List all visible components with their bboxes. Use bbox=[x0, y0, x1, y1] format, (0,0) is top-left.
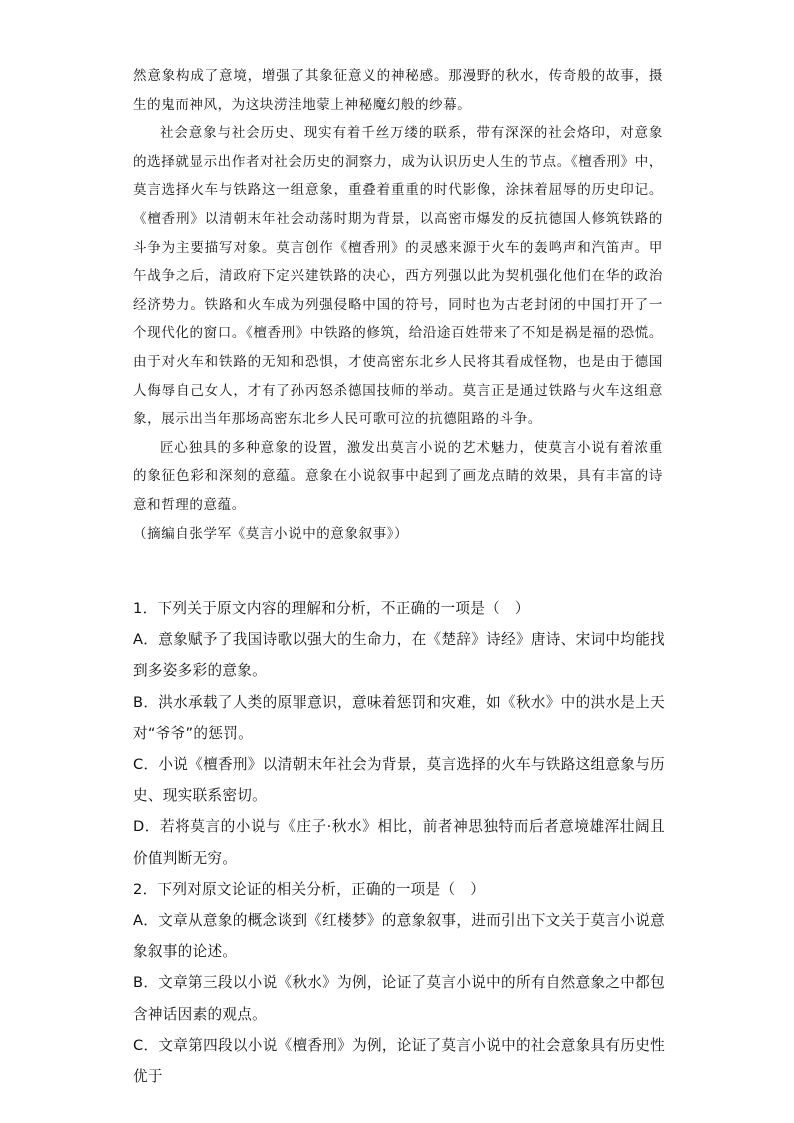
answer-option: C．文章第四段以小说《檀香刑》为例，论证了莫言小说中的社会意象具有历史性优于 bbox=[133, 1036, 665, 1086]
answer-option: D．若将莫言的小说与《庄子·秋水》相比，前者神思独特而后者意境雄浑壮阔且价值判断无穷。 bbox=[133, 818, 665, 867]
passage-paragraph: 然意象构成了意境，增强了其象征意义的神秘感。那漫野的秋水，传奇般的故事，摄生的鬼而神风，为这块涝洼地蒙上神秘魔幻般的纱幕。 bbox=[133, 68, 663, 113]
answer-option: A．意象赋予了我国诗歌以强大的生命力，在《楚辞》诗经》唐诗、宋词中均能找到多姿多彩的意象。 bbox=[133, 631, 665, 680]
answer-option: C．小说《檀香刑》以清朝末年社会为背景，莫言选择的火车与铁路这组意象与历史、现实联系密切。 bbox=[133, 756, 665, 805]
answer-option: B．洪水承载了人类的原罪意识，意味着惩罚和灾难，如《秋水》中的洪水是上天对“爷爷”的惩罚。 bbox=[133, 693, 665, 742]
answer-option: B．文章第三段以小说《秋水》为例，论证了莫言小说中的所有自然意象之中都包含神话因素的观点。 bbox=[133, 974, 665, 1023]
passage-source: （摘编自张学军《莫言小说中的意象叙事》） bbox=[133, 525, 409, 542]
passage-paragraph: 匠心独具的多种意象的设置，激发出莫言小说的艺术魅力，使莫言小说有着浓重的象征色彩和深刻的意蕴。意象在小说叙事中起到了画龙点睛的效果，具有丰富的诗意和哲理的意蕴。 bbox=[133, 439, 663, 513]
question-list bbox=[133, 593, 665, 1092]
question-stem: 2．下列对原文论证的相关分析，正确的一项是（ ） bbox=[133, 880, 486, 898]
passage-paragraph: 社会意象与社会历史、现实有着千丝万缕的联系，带有深深的社会烙印，对意象的选择就显示出作者对社会历史的洞察力，成为认识历史人生的节点。《檀香刑》中，莫言选择火车与铁路这一组意象，重叠着重重的时代影像，涂抹着屈辱的历史印记。《檀香刑》以清朝末年社会动荡时期为背景，以高密市爆发的反抗德国人修筑铁路的斗争为主要描写对象。莫言创作《檀香刑》的灵感来源于火车的轰鸣声和汽笛声。甲午战争之后，清政府下定兴建铁路的决心，西方列强以此为契机强化他们在华的政治经济势力。铁路和火车成为列强侵略中国的符号，同时也为古老封闭的中国打开了一个现代化的窗口。《檀香刑》中铁路的修筑，给沿途百姓带来了不知是祸是福的恐慌。由于对火车和铁路的无知和恐惧，才使高密东北乡人民将其看成怪物，也是由于德国人侮辱自己女人，才有了孙丙怒杀德国技师的举动。莫言正是通过铁路与火车这组意象，展示出当年那场高密东北乡人民可歌可泣的抗德阻路的斗争。 bbox=[133, 125, 663, 428]
question-stem: 1．下列关于原文内容的理解和分析，不正确的一项是（ ） bbox=[133, 600, 530, 617]
reading-passage bbox=[133, 62, 663, 548]
answer-option: A．文章从意象的概念谈到《红楼梦》的意象叙事，进而引出下文关于莫言小说意象叙事的论述。 bbox=[133, 912, 665, 961]
